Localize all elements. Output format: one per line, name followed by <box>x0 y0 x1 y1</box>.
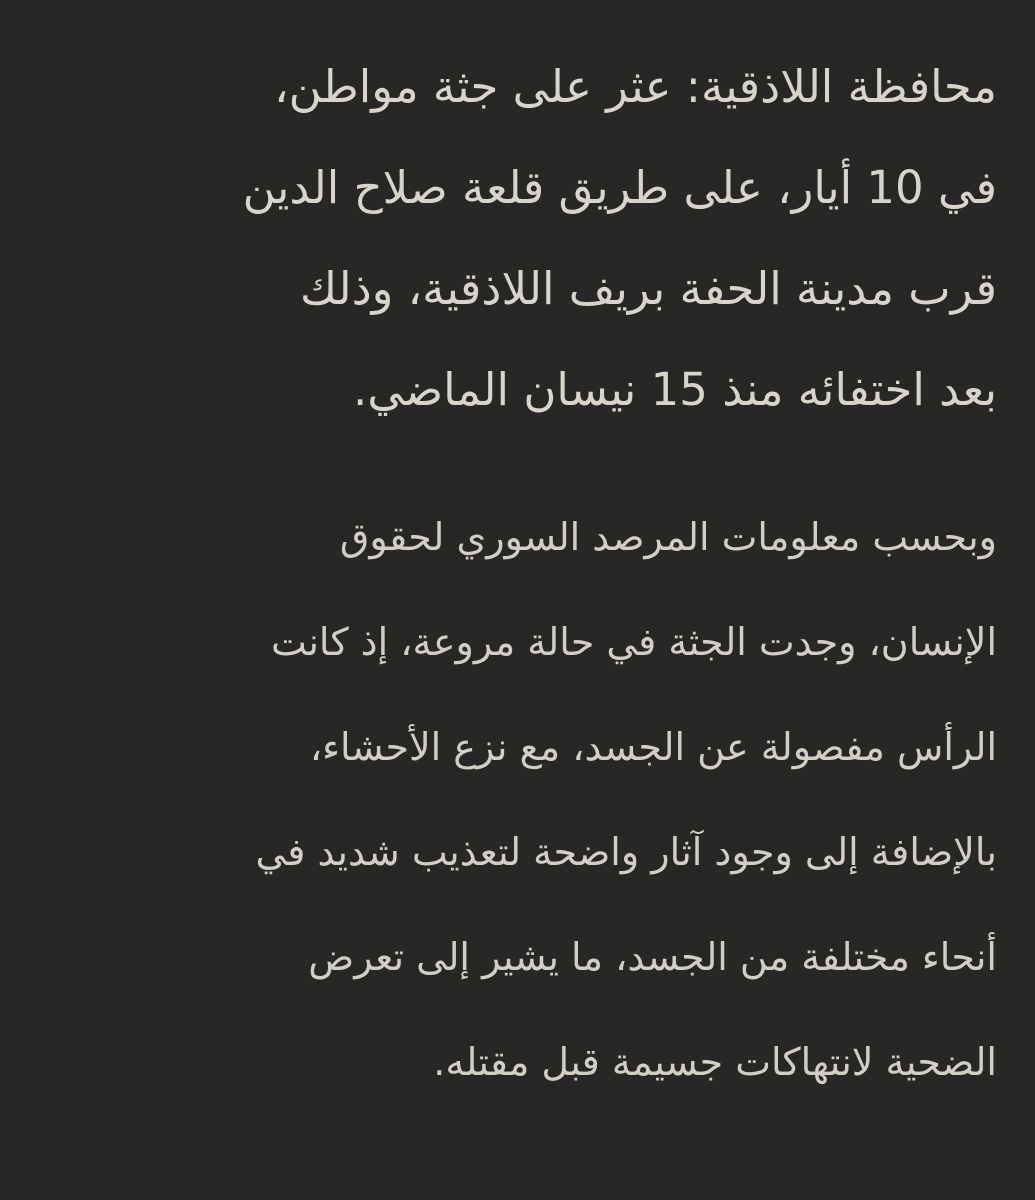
lead-line: بعد اختفائه منذ 15 نيسان الماضي. <box>353 363 997 416</box>
lead-line: محافظة اللاذقية: عثر على جثة مواطن، <box>274 60 997 113</box>
lead-paragraph <box>34 36 997 440</box>
body-line: الإنسان، وجدت الجثة في حالة مروعة، إذ كانت <box>271 620 997 664</box>
article-body <box>34 36 997 1115</box>
body-paragraph <box>34 485 997 1115</box>
body-line: وبحسب معلومات المرصد السوري لحقوق <box>339 515 997 559</box>
body-line: الرأس مفصولة عن الجسد، مع نزع الأحشاء، <box>309 725 997 769</box>
lead-line: في 10 أيار، على طريق قلعة صلاح الدين <box>242 161 997 214</box>
body-line: أنحاء مختلفة من الجسد، ما يشير إلى تعرض <box>308 935 997 979</box>
lead-line: قرب مدينة الحفة بريف اللاذقية، وذلك <box>299 262 997 315</box>
body-line: بالإضافة إلى وجود آثار واضحة لتعذيب شديد في <box>255 830 997 874</box>
body-line: الضحية لانتهاكات جسيمة قبل مقتله. <box>433 1040 997 1084</box>
